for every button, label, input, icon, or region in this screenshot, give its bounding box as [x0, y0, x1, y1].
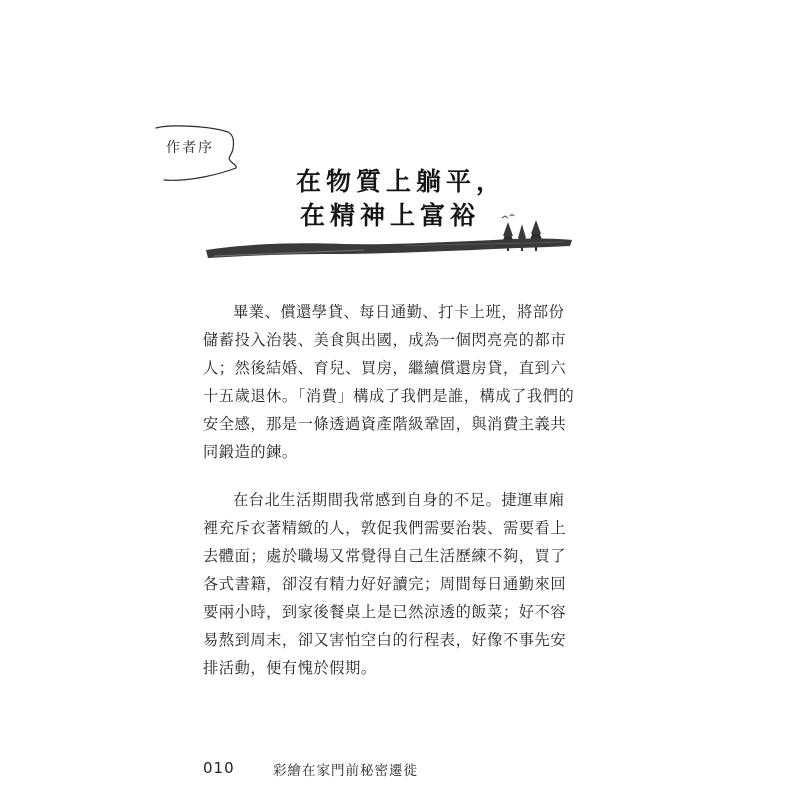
title-line-1: 在物質上躺平， — [296, 167, 507, 196]
brush-stroke-divider — [204, 232, 574, 262]
paragraph-text: 在台北生活期間我常感到自身的不足。捷運車廂裡充斥衣著精緻的人，敦促我們需要治裝、需要看上去體面；處於職場又常覺得自己生活歷練不夠，買了各式書籍，卻沒有精力好好讀完；周間每日通勤來回要兩小時，到家後餐桌上是已然涼透的飯菜；好不容易熬到周末，卻又害怕空白的行程表，好像不事先安排活動，便有愧於假期。 — [203, 491, 567, 677]
page-number: 010 — [203, 759, 235, 777]
running-book-title: 彩繪在家門前秘密遷徙 — [273, 763, 418, 779]
paragraph-text: 畢業、償還學貸、每日通勤、打卡上班，將部份儲蓄投入治裝、美食與出國，成為一個閃亮亮的都市人；然後結婚、育兒、買房，繼續償還房貸，直到六十五歲退休。「消費」構成了我們是誰，構成了我們的安全感，那是一條透過資產階級鞏固，與消費主義共同鍛造的鍊。 — [203, 303, 575, 461]
page-footer — [203, 758, 418, 779]
paragraph-1 — [203, 298, 575, 466]
title-line-2: 在精神上富裕 — [300, 201, 481, 230]
preface-label: 作者序 — [166, 140, 214, 156]
paragraph-2 — [203, 486, 575, 682]
chapter-title — [296, 165, 506, 233]
